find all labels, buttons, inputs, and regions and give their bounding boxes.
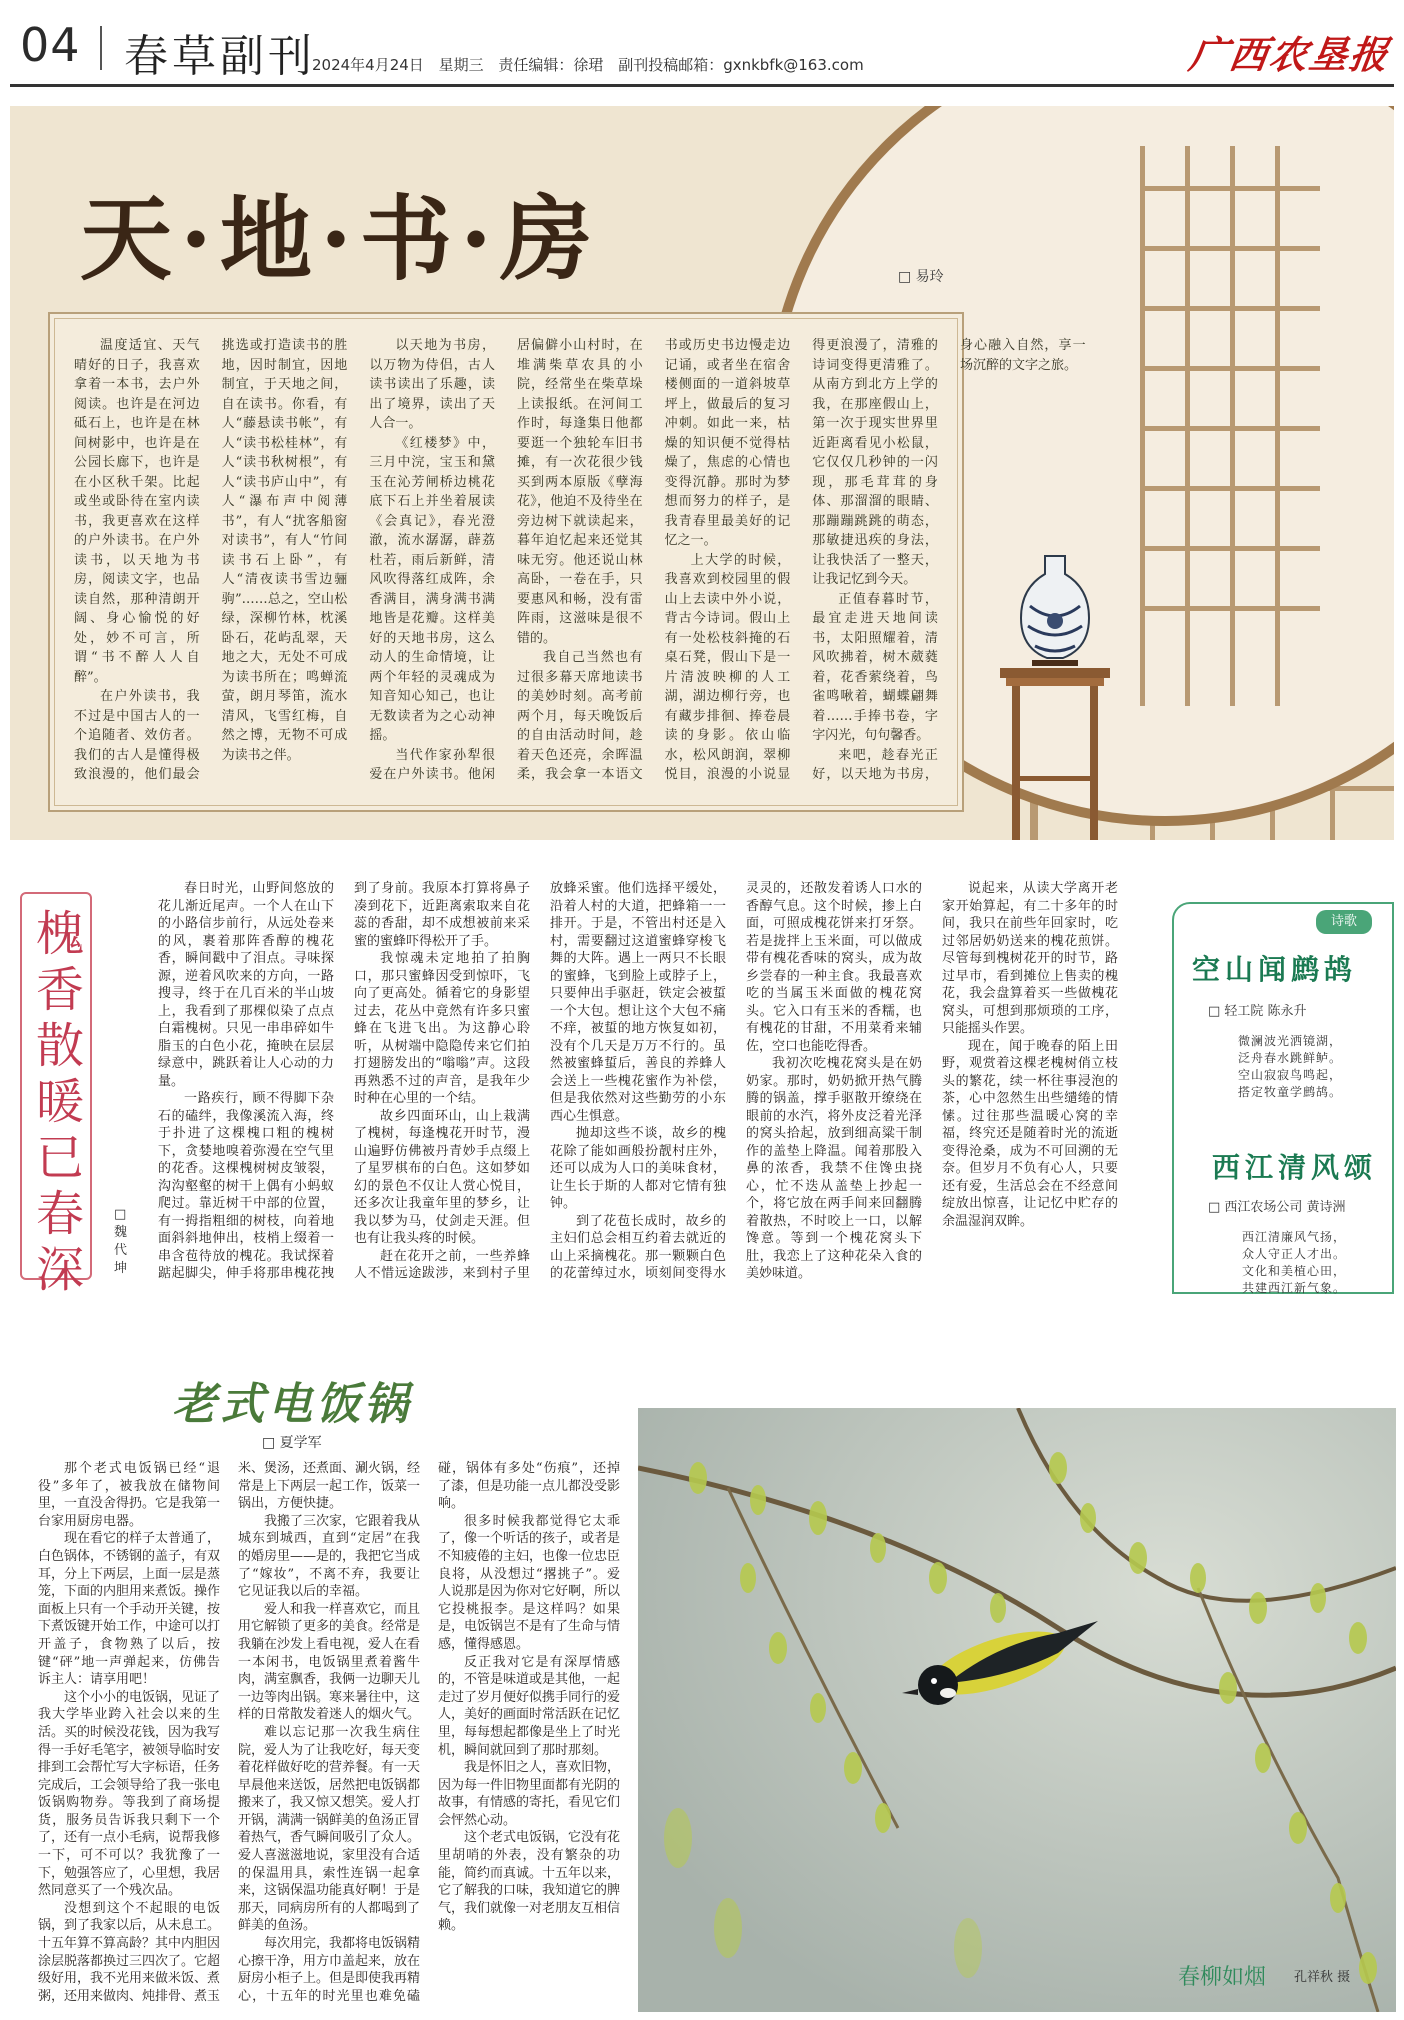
poem-line: 微澜波光洒镜湖， — [1238, 1034, 1343, 1048]
paragraph: 春日时光，山野间悠放的花儿渐近尾声。一个人在山下的小路信步前行，从远处卷来的风，裹着那阵香醇的槐花香，瞬间戳中了泪点。寻味探源，逆着风吹来的方向，一路搜寻，终于在几百米的半山坡上，我看到了那棵似染了点点白霜槐树。只见一串串碎如牛脂玉的白色小花，掩映在层层绿意中，跳跃着让人心动的力量。 — [158, 881, 334, 1089]
paragraph: 说起来，从读大学离开老家开始算起，有二十多年的时间，我只在前些年回家时，吃过邻居奶奶送来的槐花煎饼。尽管每到槐树花开的时节，路过早市，看到摊位上售卖的槐花，我会盘算着买一些做槐花窝头，可想到那烦琐的工序，只能摇头作罢。 — [942, 881, 1118, 1036]
poems-badge: 诗歌 — [1316, 910, 1372, 934]
paragraph: 当代作家孙犁很爱在户外读书。他闲居偏僻小山村时，在堆满柴草农具的小院，经常坐在柴草垛上读报纸。在河间工作时，每逢集日他都要逛一个独轮车旧书摊，有一次花很少钱买到两本原版《孽海花》，他迫不及待坐在旁边树下就读起来，暮年迫忆起来还觉其味无穷。他还说山林高卧，一卷在手，只要惠风和畅，没有雷阵雨，这滋味是很不错的。 — [369, 338, 643, 782]
essay-title — [36, 906, 84, 1298]
paragraph: 每次用完，我都将电饭锅精心擦干净，用方巾盖起来，放在厨房小柜子上。但是即使我再精心，十五年的时光里也难免磕碰，锅体有多处“伤痕”，还掉了漆，但是功能一点儿都没受影响。 — [238, 1461, 621, 2004]
poem-author: □ 轻工院 陈永升 — [1208, 1004, 1307, 1019]
paragraph: 现在，闻于晚春的陌上田野，观赏着这棵老槐树俏立枝头的繁花，续一杯往事浸泡的茶，心中忽然生出些缱绻的情愫。过往那些温暖心窝的幸福，终究还是随着时光的流逝变得沧桑，成为不可回溯的无奈。但岁月不负有心人，只要还有爱，生活总会在不经意间绽放出惊喜，让记忆中贮存的余温湿润双眸。 — [942, 1038, 1118, 1229]
bottom-essay-body — [38, 1460, 620, 2014]
paragraph: 那个老式电饭锅已经“退役”多年了，被我放在储物间里，一直没舍得扔。它是我第一台家用厨房电器。 — [38, 1461, 221, 1529]
inner-lattice — [1140, 146, 1320, 706]
poem-line: 众人守正人才出。 — [1242, 1247, 1347, 1261]
title-char: 春 — [36, 1186, 85, 1242]
page-number: 04 — [20, 18, 81, 72]
paragraph: 在户外读书，我不过是中国古人的一个追随者、效仿者。我们的古人是懂得极致浪漫的，他们最会挑选或打造读书的胜地，因时制宜，因地制宜，于天地之间，自在读书。你看，有人“藤悬读书帐”，有人“读书松桂林”，有人“读书秋树根”，有人“读书庐山中”，有人“瀑布声中阅薄书”，有人“扰客船窗对读书”，有人“竹间读书石上卧”，有人“清夜读书雪边骊驹”……总之，空山松绿，深柳竹林，枕溪卧石，花屿乱翠，天地之大，无处不可成为读书所在；鸣蝉流萤，朗月琴笛，流水清风，飞雪红梅，自然之博，无物不可成为读书之伴。 — [74, 338, 348, 782]
title-char: 散 — [36, 1018, 85, 1074]
poem-line: 空山寂寂鸟鸣起， — [1238, 1068, 1343, 1082]
paragraph: 爱人和我一样喜欢它，而且用它解锁了更多的美食。经常是我躺在沙发上看电视，爱人在看一本闲书，电饭锅里煮着酱牛肉，满室飘香，我俩一边聊天儿一边等肉出锅。寒来暑往中，这样的日常散发着迷人的烟火气。 — [238, 1601, 421, 1723]
paragraph: 《红楼梦》中，三月中浣，宝玉和黛玉在沁芳闸桥边桃花底下石上并坐着展读《会真记》，春光澄澈，流水潺潺，薜荔杜若，雨后新鲜，清风吹得落红成阵，余香满目，满身满书满地皆是花瓣。这样美好的天地书房，这么动人的生命情境，让两个年轻的灵魂成为知音知心知己，也让无数读者为之心动神摇。 — [369, 435, 495, 743]
editor-credit: 责任编辑：徐珺 — [498, 56, 604, 74]
paragraph: 正值春暮时节，最宜走进天地间读书，太阳照耀着，清风吹拂着，树木葳蕤着，花香萦绕着，鸟雀鸣啾着，蝴蝶翩舞着……手捧书卷，字字闪光，句句馨香。 — [812, 591, 938, 743]
paragraph: 到了花苞长成时，故乡的主妇们总会相互约着去就近的山上采摘槐花。那一颗颗白色的花蕾绰过水，顷刻间变得水灵灵的，还散发着诱人口水的香醇气息。这个时候，掺上白面，可照成槐花饼来打牙祭。若是拢拌上玉米面，可以做成带有槐花香味的窝头，成为故乡尝春的一种主食。我最喜欢吃的当属玉米面做的槐花窝头。它入口有玉米的香糯，也有槐花的甘甜，不用菜肴来辅佐，空口也能吃得香。 — [550, 881, 922, 1281]
poem-line: 泛舟春水跳鲜鲈。 — [1238, 1051, 1343, 1065]
feature-banner — [10, 106, 1394, 840]
title-char: 香 — [36, 962, 85, 1018]
paragraph: 这个小小的电饭锅，见证了我大学毕业跨入社会以来的生活。买的时候没花钱，因为我写得一手好毛笔字，被领导临时安排到工会帮忙写大字标语，任务完成后，工会领导给了我一张电饭锅购物券。等我到了商场提货，服务员告诉我只剩下一个了，还有一点小毛病，说帮我修一下，可不可以？我犹豫了一下，勉强答应了，心里想，我居然同意买了一个残次品。 — [38, 1689, 221, 1899]
feature-text-frame — [48, 312, 1086, 812]
paragraph: 反正我对它是有深厚情感的，不管是味道或是其他，一起走过了岁月便好似携手同行的爱人，美好的画面时常活跃在记忆里，每每想起都像是坐上了时光机，瞬间就回到了那时那刻。 — [438, 1654, 621, 1758]
bottom-essay-author: □ 夏学军 — [262, 1435, 322, 1451]
title-char: 槐 — [36, 906, 85, 962]
paragraph: 这个老式电饭锅，它没有花里胡哨的外表，没有繁杂的功能，简约而真诚。十五年以来，它了解我的口味，我知道它的脾气，我们就像一对老朋友互相信赖。 — [438, 1830, 621, 1934]
paragraph: 上大学的时候，我喜欢到校园里的假山上去读中外小说，背古今诗词。假山上有一处松枝斜掩的石桌石凳，假山下是一片清波映柳的人工湖，湖边柳行旁，也有藏步排徊、捧卷晨读的身影。依山临水，松风朗润，翠柳悦目，浪漫的小说显得更浪漫了，清雅的诗词变得更清雅了。从南方到北方上学的我，在那座假山上，第一次于现实世界里近距离看见小松鼠，它仅仅几秒钟的一闪现，那毛茸茸的身体、那溜溜的眼睛、那蹦蹦跳跳的萌态，那敏捷迅疾的身法，让我快活了一整天，让我记忆到今天。 — [664, 338, 938, 782]
feature-title: 天·地·书·房 — [80, 185, 601, 293]
paragraph: 抛却这些不谈，故乡的槐花除了能如画般扮靓村庄外，还可以成为人口的美味食材，让生长于斯的人都对它情有独钟。 — [550, 1126, 726, 1211]
issue-date: 2024年4月24日 — [312, 56, 424, 74]
paragraph: 我搬了三次家，它跟着我从城东到城西，直到“定居”在我的婚房里——是的，我把它当成了“嫁妆”，不离不弃，我要让它见证我以后的幸福。 — [238, 1513, 421, 1600]
header-rule — [10, 84, 1394, 87]
paragraph: 我自己当然也有过很多幕天席地读书的美妙时刻。高考前两个月，每天晚饭后的自由活动时间，趁着天色还亮，余晖温柔，我会拿一本语文书或历史书边慢走边记诵，或者坐在宿舍楼侧面的一道斜坡草坪上，做最后的复习冲刺。如此一来，枯燥的知识便不觉得枯燥了，焦虑的心情也变得沉静。那时为梦想而努力的样子，是我青春里最美好的记忆之一。 — [516, 338, 791, 782]
poem-title: 空山闻鹧鸪 — [1192, 953, 1358, 986]
paragraph: 赶在花开之前，一些养蜂人不惜远途跋涉，来到村子里放蜂采蜜。他们选择平缓处，沿着人村的大道，把蜂箱一一排开。于是，不管出村还是入村，需要翻过这道蜜蜂穿梭飞舞的大阵。遇上一两只不长眼的蜜蜂，飞到脸上或脖子上，只要伸出手驱赶，铁定会被蜇一个大包。想让这个大包不痛不痒，被蜇的地方恢复如初，没有个几天是万万不行的。虽然被蜜蜂蜇后，善良的养蜂人会送上一些槐花蜜作为补偿，但是我依然对这些勤劳的小东西心生惧意。 — [354, 881, 726, 1281]
paragraph: 没想到这个不起眼的电饭锅，到了我家以后，从未息工。十五年算不算高龄？其中内胆因涂层脱落都换过三四次了。它超级好用，我不光用来做米饭、煮粥，还用来做肉、炖排骨、煮玉米、煲汤，还煮面、涮火锅，经常是上下两层一起工作，饭菜一锅出，方便快捷。 — [38, 1461, 421, 2004]
poem-line: 西江清廉风气扬， — [1242, 1230, 1347, 1244]
poem-title: 西江清风颂 — [1212, 1151, 1378, 1184]
paragraph: 我初次吃槐花窝头是在奶奶家。那时，奶奶掀开热气腾腾的锅盖，撑手驱散开缭绕在眼前的水汽，将外皮泛着光泽的窝头拾起，放到细高粱干制作的盖垫上降温。闻着那股入鼻的浓香，我禁不住馋虫挠心，忙不迭从盖垫上抄起一个，将它放在两手间来回翻腾着散热，不时咬上一口，以解馋意。等到一个槐花窝头下肚，我恋上了这种花朵入食的美妙味道。 — [746, 1056, 922, 1281]
poem-author: □ 西江农场公司 黄诗洲 — [1208, 1200, 1346, 1215]
header-divider — [100, 26, 102, 70]
paragraph: 现在看它的样子太普通了，白色锅体，不锈钢的盖子，有双耳，分上下两层，上面一层是蒸笼，下面的内胆用来煮饭。操作面板上只有一个手动开关键，按下煮饭键开始工作，中途可以打开盖子，食物熟了以后，按键“砰”地一声弹起来，仿佛告诉主人：请享用吧！ — [38, 1531, 221, 1688]
submission-email[interactable]: 副刊投稿邮箱：gxnkbfk@163.com — [618, 56, 864, 74]
paragraph: 故乡四面环山，山上栽满了槐树，每逢槐花开时节，漫山遍野仿佛被丹青妙手点缀上了星罗棋布的白色。这如梦如幻的景色不仅让人赏心悦目，还多次让我童年里的梦乡，让我以梦为马，仗剑走天涯。但也有让我头疼的时候。 — [354, 1108, 530, 1246]
poem-line: 搭定牧童学鹧鸪。 — [1238, 1085, 1343, 1099]
title-char: 深 — [36, 1242, 85, 1298]
paragraph: 很多时候我都觉得它太乖了，像一个听话的孩子，或者是不知疲倦的主妇，也像一位忠臣良将，从没想过“撂挑子”。爱人说那是因为你对它好啊，所以它投桃报李。是这样吗？如果是，电饭锅岂不是有了生命与情感，懂得感恩。 — [438, 1513, 621, 1652]
poem-1 — [1192, 948, 1388, 1101]
title-char: 已 — [36, 1130, 85, 1186]
willow-bird-photo — [638, 1408, 1396, 2012]
title-char: 暖 — [36, 1074, 85, 1130]
page-header — [0, 0, 1404, 86]
header-meta — [312, 54, 874, 75]
vase-on-stand-illustration — [990, 546, 1120, 840]
poem-line: 共建西江新气象。 — [1242, 1281, 1347, 1295]
section-title: 春草副刊 — [124, 31, 316, 82]
paragraph: 一路疾行，顾不得脚下杂石的磕绊，我像溪流入海，终于扑进了这棵槐口粗的槐树下，贪婪地嗅着弥漫在空气里的花香。这棵槐树树皮皱裂，沟沟壑壑的树干上偶有小蚂蚁爬过。靠近树干中部的位置，有一拇指粗细的树枝，向着地面斜斜地伸出，枝梢上缀着一串含苞待放的槐花。我试探着踮起脚尖，伸手将那串槐花拽到了身前。我原本打算将鼻子凑到花下，近距离索取来自花蕊的香甜，却不成想被前来采蜜的蜜蜂吓得松开了手。 — [158, 881, 530, 1281]
paragraph: 以天地为书房，以万物为侍侣，古人读书读出了乐趣，读出了境界，读出了天人合一。 — [369, 338, 495, 431]
paragraph: 我惊魂未定地拍了拍胸口，那只蜜蜂因受到惊吓，飞向了更高处。循着它的身影望过去，花丛中竟然有许多只蜜蜂在飞进飞出。为这静心聆听，从树端中隐隐传来它们拍打翅膀发出的“嗡嗡”声。这段再熟悉不过的声音，是我年少时种在心里的一个结。 — [354, 951, 530, 1106]
feature-body — [74, 336, 1086, 792]
paragraph: 温度适宜、天气晴好的日子，我喜欢拿着一本书，去户外阅读。也许是在河边砥石上，也许是在林间树影中，也许是在公园长廊下，也许是在小区秋千架。比起或坐或卧待在室内读书，我更喜欢在这样的户外读书。在户外读书，以天地为书房，阅读文字，也品读自然，那种清朗开阔、身心愉悦的好处，妙不可言，所谓“书不醉人人自醉”。 — [74, 338, 200, 685]
essay-body — [158, 880, 1118, 1298]
essay-author: □ 魏代坤 — [114, 1207, 128, 1276]
paragraph: 我是怀旧之人，喜欢旧物，因为每一件旧物里面都有光阴的故事，有情感的寄托，看见它们会怦然心动。 — [438, 1760, 621, 1828]
feature-author: □ 易玲 — [898, 269, 944, 285]
issue-weekday: 星期三 — [438, 56, 484, 74]
poem-2 — [1208, 1146, 1392, 1297]
newspaper-logo: 广西农垦报 — [1186, 32, 1393, 77]
bottom-essay-title: 老式电饭锅 — [172, 1379, 412, 1430]
photo-credit: 孔祥秋 摄 — [1294, 1970, 1351, 1985]
photo-illustration — [638, 1408, 1396, 2012]
paragraph: 难以忘记那一次我生病住院，爱人为了让我吃好，每天变着花样做好吃的营养餐。有一天早晨他来送饭，居然把电饭锅都搬来了，我又惊又想笑。爱人打开锅，满满一锅鲜美的鱼汤正冒着热气，香气瞬间吸引了众人。爱人喜滋滋地说，家里没有合适的保温用具，索性连锅一起拿来，这锅保温功能真好啊！于是那天，同病房所有的人都喝到了鲜美的鱼汤。 — [238, 1724, 421, 1934]
photo-caption: 春柳如烟 — [1178, 1965, 1267, 1990]
paragraph: 来吧，趁春光正好，以天地为书房，身心融入自然，享一场沉醉的文字之旅。 — [812, 338, 1086, 782]
poem-line: 文化和美植心田， — [1242, 1264, 1347, 1278]
